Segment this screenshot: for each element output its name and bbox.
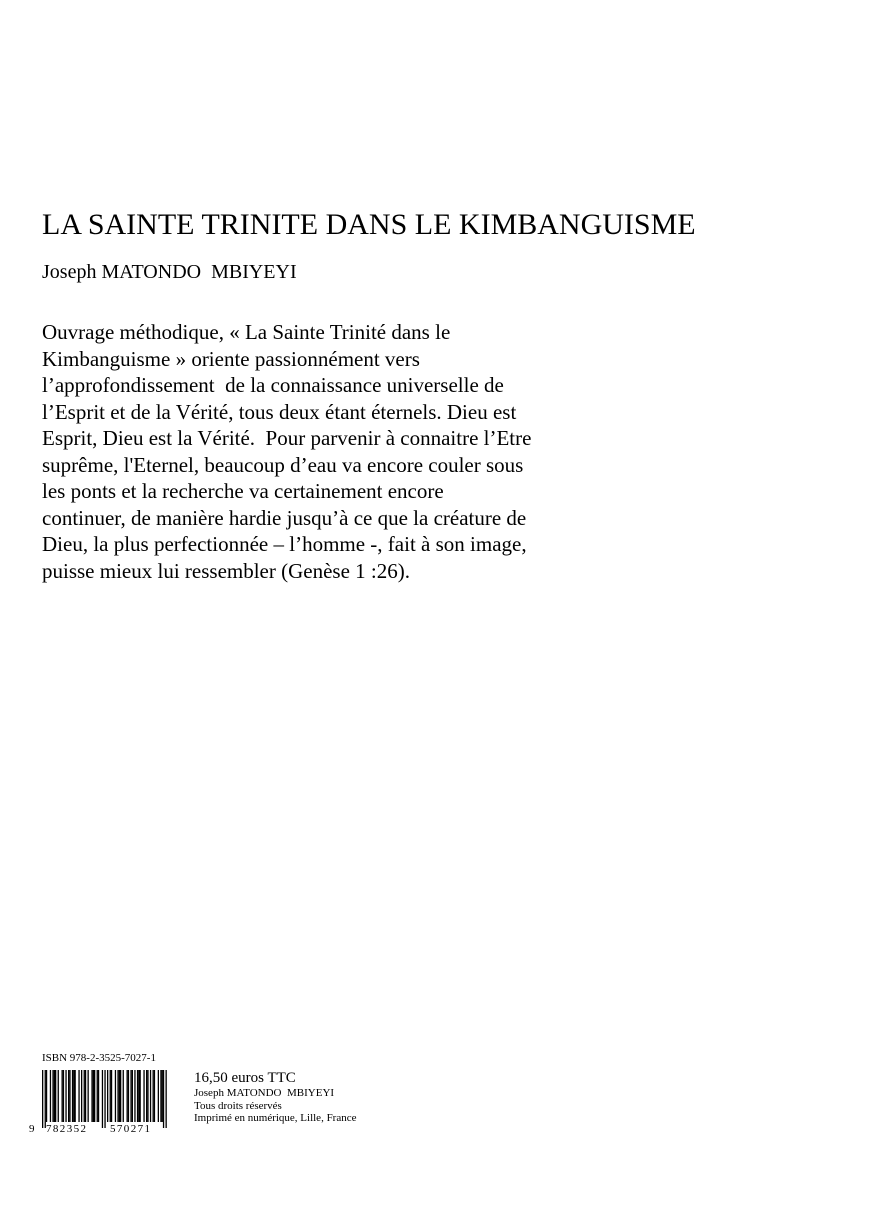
barcode-bar — [68, 1070, 69, 1122]
synopsis-line: continuer, de manière hardie jusqu’à ce que la créature de — [42, 505, 527, 530]
barcode-bar — [102, 1070, 103, 1128]
barcode-bar — [91, 1070, 92, 1122]
synopsis-line: Ouvrage méthodique, « La Sainte Trinité dans le — [42, 320, 451, 344]
barcode-bar — [75, 1070, 76, 1122]
barcode-icon — [28, 1068, 172, 1134]
barcode-bar — [72, 1070, 73, 1122]
barcode-bar — [52, 1070, 53, 1122]
barcode-bar — [45, 1070, 46, 1128]
barcode-bar — [54, 1070, 55, 1122]
barcode-bar — [104, 1070, 105, 1128]
barcode-bar — [162, 1070, 163, 1122]
synopsis-line: l’Esprit et de la Vérité, tous deux étant éternels. Dieu est — [42, 399, 517, 424]
barcode-bar — [158, 1070, 159, 1122]
synopsis-line: suprême, l'Eternel, beaucoup d’eau va encore couler sous — [42, 452, 524, 477]
barcode-bar — [46, 1070, 47, 1122]
barcode-bar — [134, 1070, 135, 1122]
copyright-holder: Joseph MATONDO MBIYEYI — [194, 1087, 335, 1099]
barcode-bar — [81, 1070, 82, 1122]
imprint-block — [194, 1070, 357, 1125]
barcode-bar — [138, 1070, 139, 1122]
isbn-label: ISBN 978-2-3525-7027-1 — [42, 1052, 156, 1064]
barcode-bar — [115, 1070, 116, 1122]
barcode-bar — [160, 1070, 161, 1122]
barcode-bar — [88, 1070, 89, 1122]
barcode-bar — [42, 1070, 43, 1128]
barcode-bar — [62, 1070, 63, 1122]
barcode-bar — [153, 1070, 154, 1122]
barcode-bar — [98, 1070, 99, 1122]
rights-notice: Tous droits réservés — [194, 1099, 282, 1112]
barcode-right-digits: 570271 — [110, 1123, 152, 1134]
synopsis-line: Kimbanguisme » oriente passionnément vers — [42, 346, 420, 371]
barcode-bar — [163, 1070, 164, 1128]
barcode-bar — [120, 1070, 121, 1122]
barcode-bar — [65, 1070, 66, 1122]
barcode-bar — [117, 1070, 118, 1122]
barcode-bar — [93, 1070, 94, 1122]
barcode-bar — [123, 1070, 124, 1122]
synopsis-line: l’approfondissement de la connaissance universelle de — [42, 373, 504, 397]
barcode-bar — [111, 1070, 112, 1122]
book-author: Joseph MATONDO MBIYEYI — [42, 261, 297, 283]
printing-notice: Imprimé en numérique, Lille, France — [194, 1112, 357, 1124]
barcode-bar — [55, 1070, 56, 1122]
barcode-first-digit: 9 — [29, 1123, 35, 1134]
barcode-bar — [137, 1070, 138, 1122]
barcode-bar — [97, 1070, 98, 1122]
barcode-bar — [143, 1070, 144, 1122]
synopsis — [42, 319, 531, 584]
barcode-bar — [130, 1070, 131, 1122]
synopsis-line: Dieu, la plus perfectionnée – l’homme -, fait à son image, — [42, 532, 527, 556]
barcode-bar — [110, 1070, 111, 1122]
barcode-bar — [147, 1070, 148, 1122]
barcode-bar — [73, 1070, 74, 1122]
barcode-bar — [50, 1070, 51, 1122]
barcode-bar — [58, 1070, 59, 1122]
barcode-bar — [128, 1070, 129, 1122]
barcode-bar — [78, 1070, 79, 1122]
book-title: LA SAINTE TRINITE DANS LE KIMBANGUISME — [42, 208, 696, 241]
barcode-bar — [119, 1070, 120, 1122]
price: 16,50 euros TTC — [194, 1070, 296, 1086]
barcode-bar — [132, 1070, 133, 1122]
barcode-bar — [140, 1070, 141, 1122]
synopsis-line: puisse mieux lui ressembler (Genèse 1 :26). — [42, 558, 410, 583]
barcode-bar — [63, 1070, 64, 1122]
barcode-bar — [85, 1070, 86, 1122]
barcode-bar — [166, 1070, 167, 1128]
barcode-bar — [154, 1070, 155, 1122]
barcode-left-digits: 782352 — [46, 1123, 88, 1134]
barcode-bar — [107, 1070, 108, 1122]
barcode-bar — [127, 1070, 128, 1122]
barcode-bar — [150, 1070, 151, 1122]
barcode-bar — [94, 1070, 95, 1122]
barcode-bar — [84, 1070, 85, 1122]
barcode-bar — [69, 1070, 70, 1122]
barcode-bar — [146, 1070, 147, 1122]
synopsis-line: les ponts et la recherche va certainement encore — [42, 479, 444, 503]
synopsis-line: Esprit, Dieu est la Vérité. Pour parvenir à connaitre l’Etre — [42, 426, 532, 450]
